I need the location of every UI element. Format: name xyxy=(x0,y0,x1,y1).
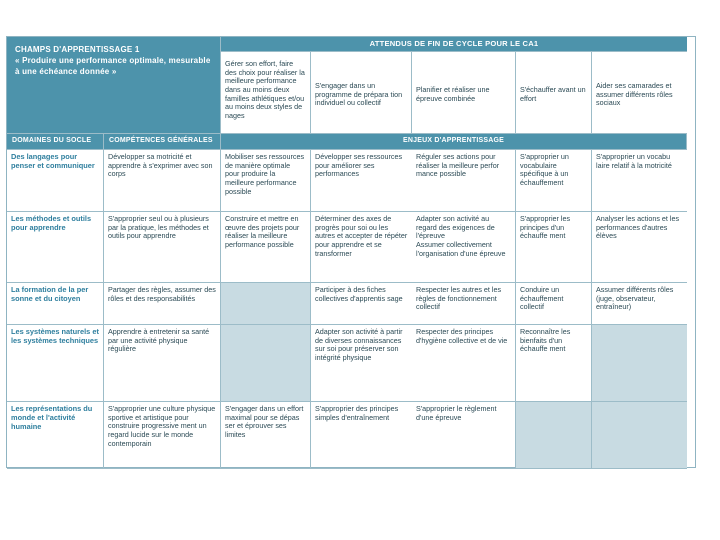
empty-shaded-cell xyxy=(592,402,687,469)
champs-apprentissage: CHAMPS D'APPRENTISSAGE 1 « Produire une performance optimale, mesurable à une échéance donnée » xyxy=(7,37,221,134)
competence-motricite: Développer sa motricité et apprendre à s'exprimer avec son corps xyxy=(104,150,221,212)
domaine-systemes: Les systèmes naturels et les systèmes techniques xyxy=(7,325,104,402)
enjeu-cell: Assumer différents rôles (juge, observateur, entraîneur) xyxy=(592,283,687,325)
enjeu-cell: Adapter son activité à partir de diverses connaissances sur soi pour préserver son intégrité physique xyxy=(311,325,412,402)
enjeu-cell: Respecter des principes d'hygiène collective et de vie xyxy=(412,325,516,402)
competence-sante: Apprendre à entretenir sa santé par une activité physique régulière xyxy=(104,325,221,402)
enjeu-cell: Réguler ses actions pour réaliser la meilleure perfor mance possible xyxy=(412,150,516,212)
enjeu-cell: Mobiliser ses ressources de manière optimale pour produire la meilleure performance possible xyxy=(221,150,311,212)
enjeu-cell: Conduire un échauffement collectif xyxy=(516,283,592,325)
competence-regles: Partager des règles, assumer des rôles et des responsabilités xyxy=(104,283,221,325)
attendu-1: Gérer son effort, faire des choix pour réaliser la meilleure performance dans au moins deux familles athlétiques et/ou au moins deux styles de nages xyxy=(221,52,311,134)
competence-methodes: S'approprier seul ou à plusieurs par la pratique, les méthodes et outils pour apprendre xyxy=(104,212,221,283)
domaine-methodes: Les méthodes et outils pour apprendre xyxy=(7,212,104,283)
enjeu-cell: S'approprier les principes d'un échauffe ment xyxy=(516,212,592,283)
competence-culture: S'approprier une culture physique sportive et artistique pour construire progressive ment un regard lucide sur le monde contemporain xyxy=(104,402,221,469)
enjeu-cell: S'approprier le règlement d'une épreuve xyxy=(412,402,516,469)
enjeux-header: ENJEUX D'APPRENTISSAGE xyxy=(221,134,687,150)
enjeu-cell: S'approprier un vocabulaire spécifique à un échauffement xyxy=(516,150,592,212)
enjeu-cell: Adapter son activité au regard des exigences de l'épreuve Assumer collectivement l'organisation d'une épreuve xyxy=(412,212,516,283)
enjeu-cell: S'approprier un vocabu laire relatif à la motricité xyxy=(592,150,687,212)
empty-shaded-cell xyxy=(221,325,311,402)
attendu-2: S'engager dans un programme de prépara tion individuel ou collectif xyxy=(311,52,412,134)
empty-shaded-cell xyxy=(516,402,592,469)
enjeu-cell: S'approprier des principes simples d'entraînement xyxy=(311,402,412,469)
enjeu-cell: Construire et mettre en œuvre des projets pour réaliser la meilleure performance possible xyxy=(221,212,311,283)
domaine-representations: Les représentations du monde et l'activité humaine xyxy=(7,402,104,469)
competences-header: COMPÉTENCES GÉNÉRALES xyxy=(104,134,221,150)
enjeu-cell: Déterminer des axes de progrès pour soi ou les autres et accepter de répéter pour apprendre et se transformer xyxy=(311,212,412,283)
enjeu-cell: Participer à des fiches collectives d'apprentis sage xyxy=(311,283,412,325)
attendu-3: Planifier et réaliser une épreuve combinée xyxy=(412,52,516,134)
enjeu-cell: Reconnaître les bienfaits d'un échauffe ment xyxy=(516,325,592,402)
empty-shaded-cell xyxy=(221,283,311,325)
enjeu-cell: Analyser les actions et les performances d'autres élèves xyxy=(592,212,687,283)
empty-shaded-cell xyxy=(592,325,687,402)
attendu-4: S'échauffer avant un effort xyxy=(516,52,592,134)
domaine-formation: La formation de la per sonne et du citoyen xyxy=(7,283,104,325)
enjeu-cell: Respecter les autres et les règles de fonctionnement collectif xyxy=(412,283,516,325)
domaines-header: DOMAINES DU SOCLE xyxy=(7,134,104,150)
ca1-table xyxy=(6,36,696,468)
enjeu-cell: Développer ses ressources pour améliorer ses performances xyxy=(311,150,412,212)
attendus-header: ATTENDUS DE FIN DE CYCLE POUR LE CA1 xyxy=(221,37,687,52)
domaine-langages: Des langages pour penser et communiquer xyxy=(7,150,104,212)
attendu-5: Aider ses camarades et assumer différents rôles sociaux xyxy=(592,52,687,134)
enjeu-cell: S'engager dans un effort maximal pour se dépas ser et éprouver ses limites xyxy=(221,402,311,469)
